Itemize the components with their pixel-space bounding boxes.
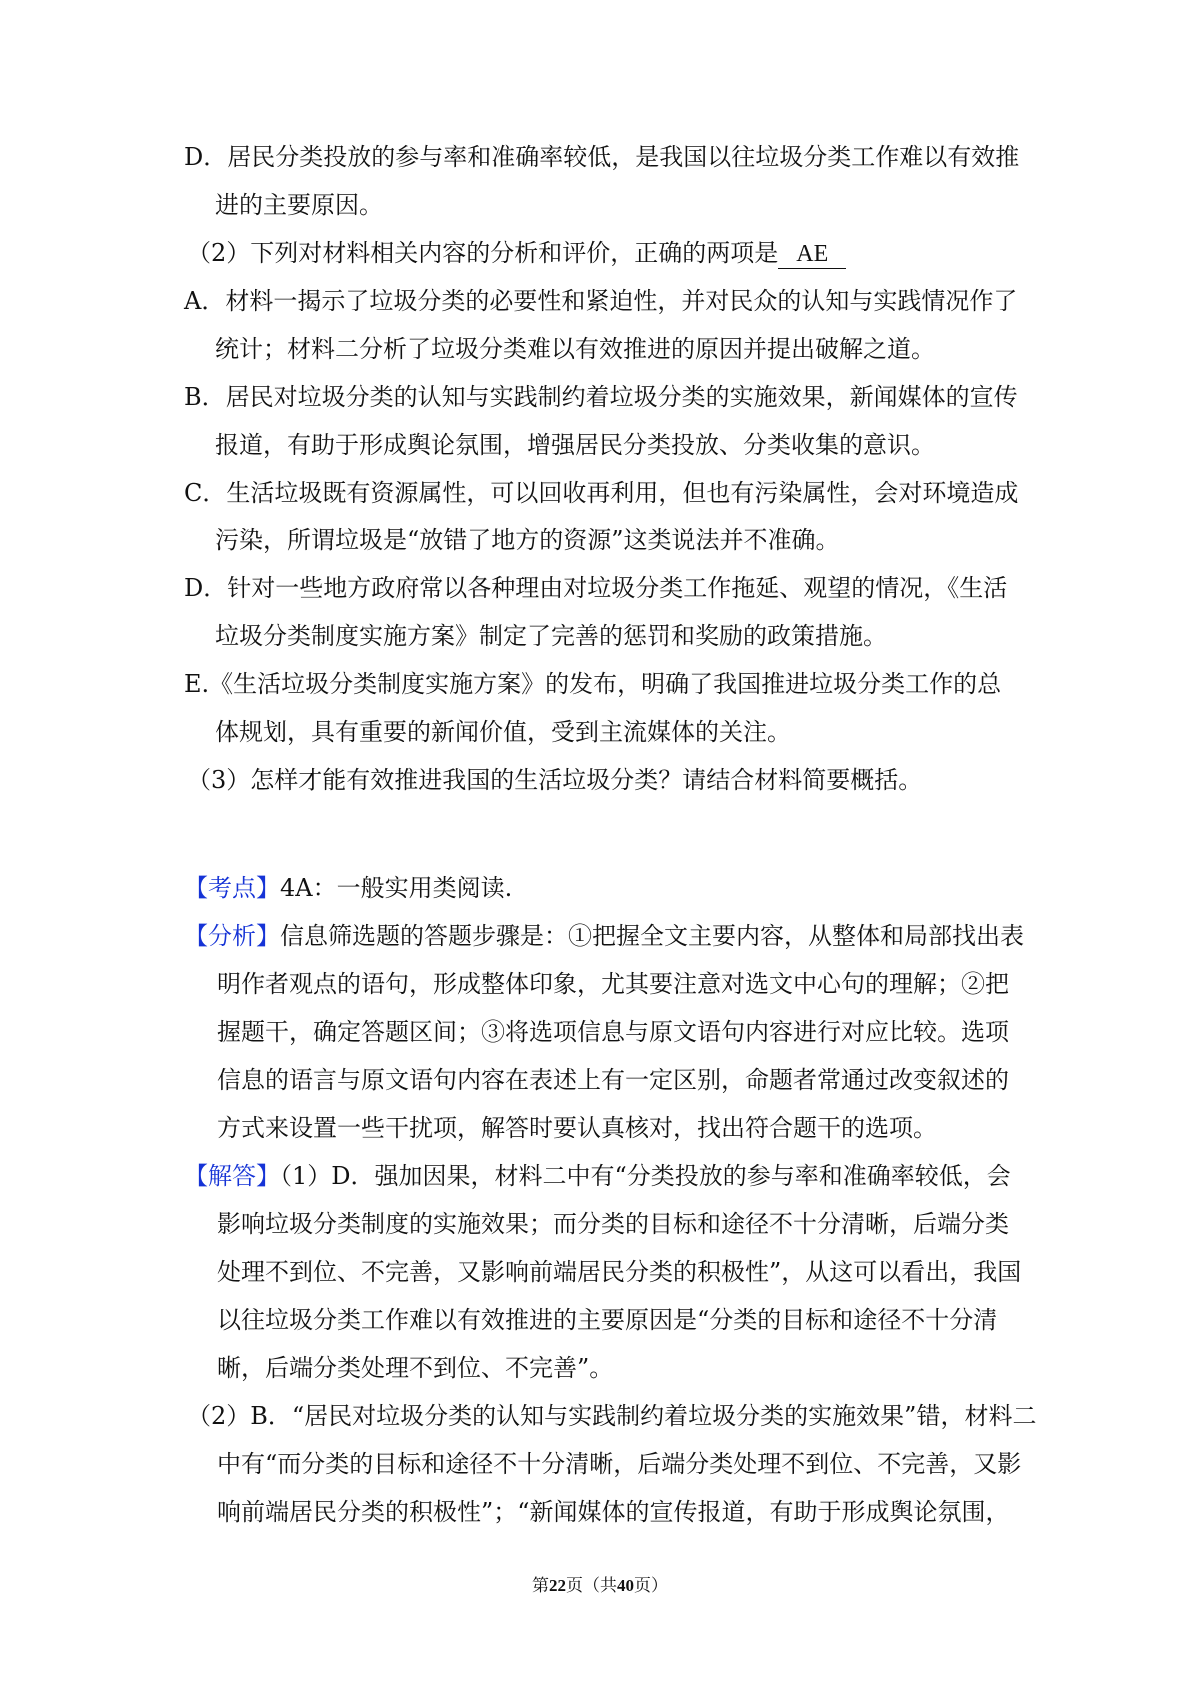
- jieda-line1: [184, 1159, 1011, 1193]
- q2-option-b-line1: B．居民对垃圾分类的认知与实践制约着垃圾分类的实施效果，新闻媒体的宣传: [184, 383, 1018, 411]
- jieda-tag: 【解答】: [184, 1162, 280, 1190]
- jieda-part2-line1: （2）B．“居民对垃圾分类的认知与实践制约着垃圾分类的实施效果”错，材料二: [187, 1402, 1037, 1430]
- q2-option-e-line2: 体规划，具有重要的新闻价值，受到主流媒体的关注。: [215, 718, 791, 746]
- q3-stem: （3）怎样才能有效推进我国的生活垃圾分类？请结合材料简要概括。: [187, 766, 923, 794]
- fenxi-text-line1: 信息筛选题的答题步骤是：①把握全文主要内容，从整体和局部找出表: [280, 922, 1024, 950]
- fenxi-line3: 握题干，确定答题区间；③将选项信息与原文语句内容进行对应比较。选项: [217, 1018, 1009, 1046]
- page-footer: [0, 1574, 1200, 1598]
- footer-total-pages: 40: [617, 1576, 634, 1595]
- q2-option-d-line1: D．针对一些地方政府常以各种理由对垃圾分类工作拖延、观望的情况，《生活: [184, 574, 1008, 602]
- fenxi-tag: 【分析】: [184, 922, 280, 950]
- q2-option-e-line1: E.《生活垃圾分类制度实施方案》的发布，明确了我国推进垃圾分类工作的总: [184, 670, 1002, 698]
- q2-stem-text: （2）下列对材料相关内容的分析和评价，正确的两项是: [187, 239, 779, 267]
- jieda-line5: 晰，后端分类处理不到位、不完善”。: [217, 1354, 614, 1382]
- jieda-part2-line2: 中有“而分类的目标和途径不十分清晰，后端分类处理不到位、不完善，又影: [217, 1450, 1022, 1478]
- fenxi-line4: 信息的语言与原文语句内容在表述上有一定区别，命题者常通过改变叙述的: [217, 1066, 1009, 1094]
- footer-page-number: 22: [549, 1576, 566, 1595]
- q1-option-d-line1: D．居民分类投放的参与率和准确率较低，是我国以往垃圾分类工作难以有效推: [184, 143, 1020, 171]
- q2-option-c-line1: C．生活垃圾既有资源属性，可以回收再利用，但也有污染属性，会对环境造成: [184, 479, 1019, 507]
- q2-option-a-line2: 统计；材料二分析了垃圾分类难以有效推进的原因并提出破解之道。: [215, 335, 935, 363]
- jieda-line2: 影响垃圾分类制度的实施效果；而分类的目标和途径不十分清晰，后端分类: [217, 1210, 1009, 1238]
- q1-option-d-line2: 进的主要原因。: [215, 191, 383, 219]
- q2-answer-blank: AE: [778, 240, 846, 269]
- q2-option-c-line2: 污染，所谓垃圾是“放错了地方的资源”这类说法并不准确。: [215, 526, 840, 554]
- fenxi-line5: 方式来设置一些干扰项，解答时要认真核对，找出符合题干的选项。: [217, 1114, 937, 1142]
- kaodian-line: [184, 871, 512, 905]
- jieda-text-line1: （1）D．强加因果，材料二中有“分类投放的参与率和准确率较低，会: [280, 1162, 1011, 1190]
- q2-option-b-line2: 报道，有助于形成舆论氛围，增强居民分类投放、分类收集的意识。: [215, 431, 935, 459]
- q2-option-a-line1: A．材料一揭示了垃圾分类的必要性和紧迫性，并对民众的认知与实践情况作了: [184, 287, 1018, 315]
- fenxi-line1: [184, 919, 1024, 953]
- footer-prefix: 第: [532, 1576, 549, 1596]
- kaodian-tag: 【考点】: [184, 874, 280, 902]
- footer-suffix: 页）: [634, 1576, 668, 1596]
- q2-stem: [187, 236, 846, 270]
- jieda-part2-line3: 响前端居民分类的积极性”；“新闻媒体的宣传报道，有助于形成舆论氛围，: [217, 1498, 1010, 1526]
- kaodian-text: 4A：一般实用类阅读.: [280, 874, 513, 902]
- fenxi-line2: 明作者观点的语句，形成整体印象，尤其要注意对选文中心句的理解；②把: [217, 970, 1009, 998]
- footer-mid: 页（共: [566, 1576, 617, 1596]
- q2-option-d-line2: 垃圾分类制度实施方案》制定了完善的惩罚和奖励的政策措施。: [215, 622, 887, 650]
- jieda-line3: 处理不到位、不完善，又影响前端居民分类的积极性”，从这可以看出，我国: [217, 1258, 1022, 1286]
- jieda-line4: 以往垃圾分类工作难以有效推进的主要原因是“分类的目标和途径不十分清: [217, 1306, 998, 1334]
